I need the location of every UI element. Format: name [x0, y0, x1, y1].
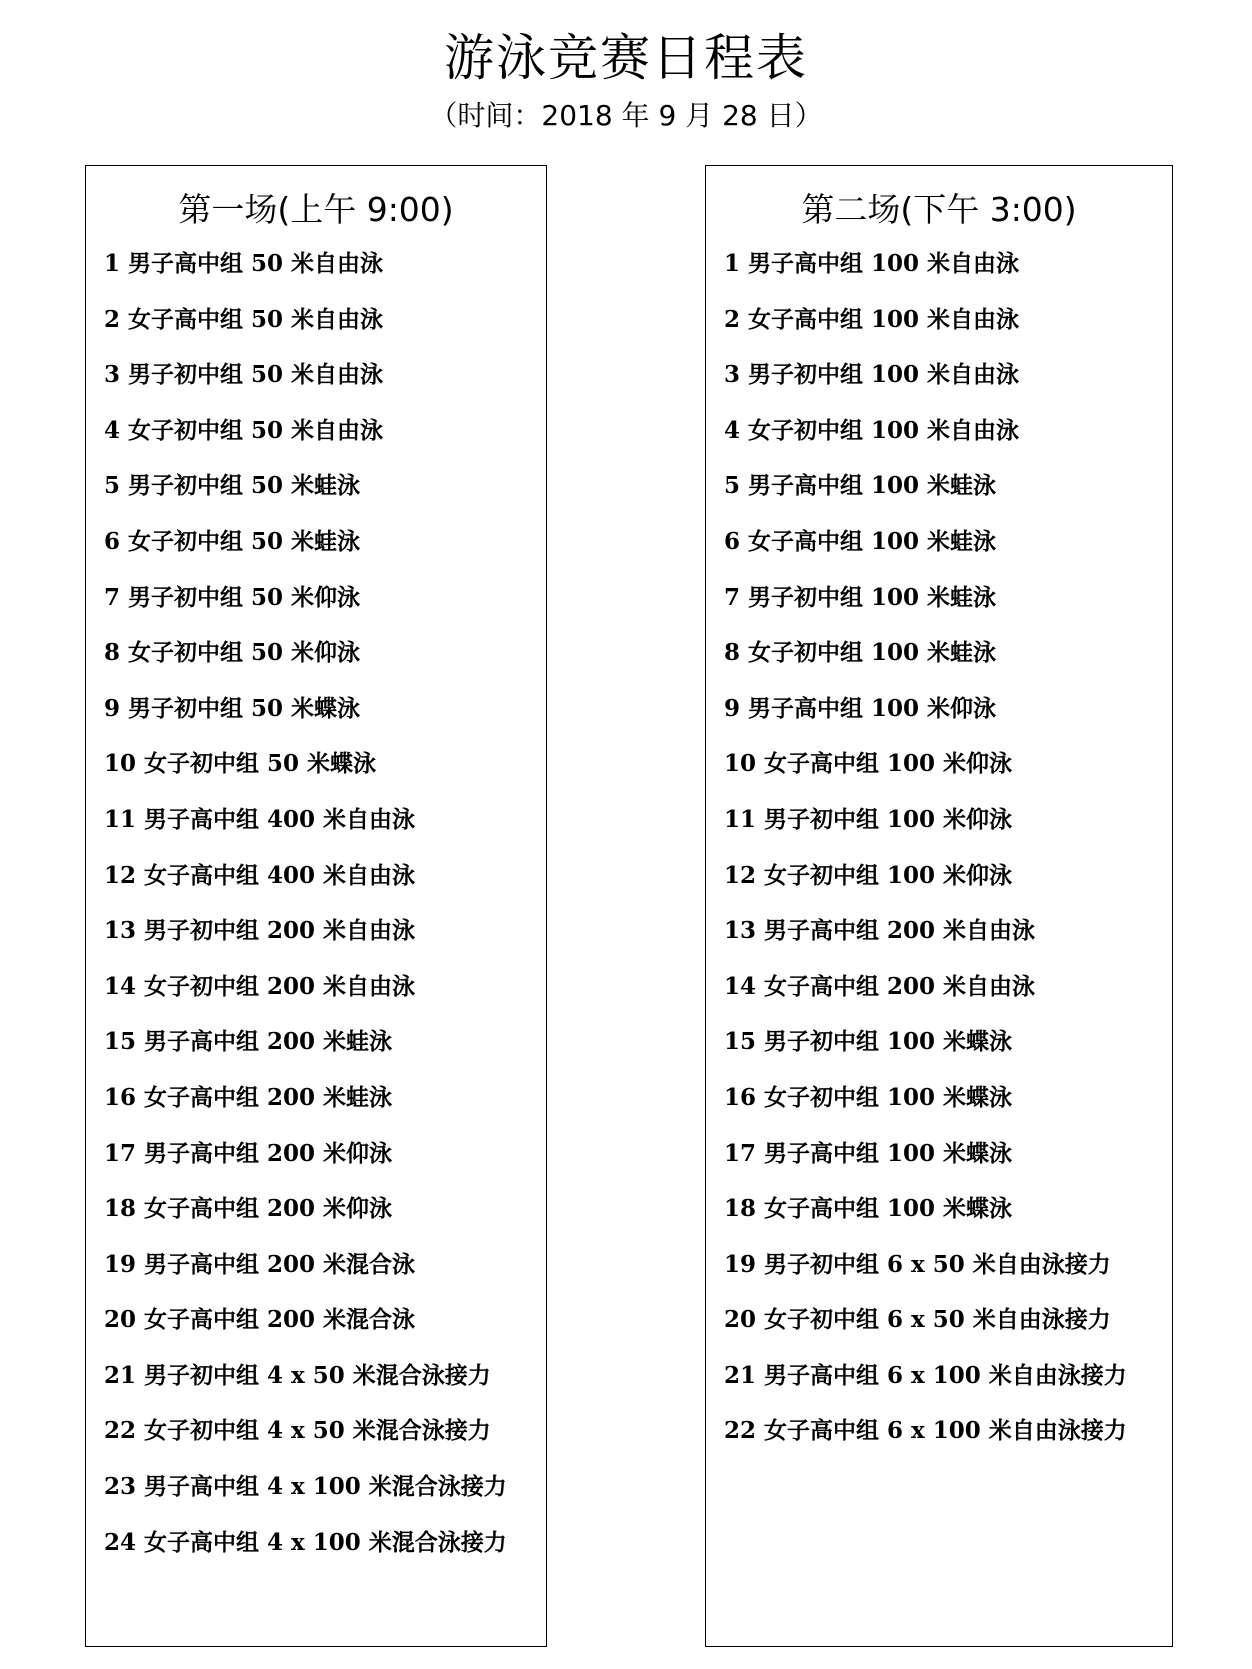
- event-item: 16 女子初中组 100 米蝶泳: [724, 1083, 1013, 1111]
- event-item: 7 男子初中组 50 米仰泳: [104, 583, 361, 611]
- page-subtitle-date: （时间：2018 年 9 月 28 日）: [429, 99, 823, 132]
- event-item: 22 女子初中组 4 x 50 米混合泳接力: [104, 1417, 491, 1445]
- page-title: 游泳竞赛日程表: [444, 29, 808, 87]
- event-item: 24 女子高中组 4 x 100 米混合泳接力: [104, 1528, 507, 1556]
- event-item: 21 男子初中组 4 x 50 米混合泳接力: [104, 1361, 491, 1389]
- event-item: 14 女子高中组 200 米自由泳: [724, 972, 1036, 1000]
- event-item: 20 女子高中组 200 米混合泳: [104, 1306, 416, 1334]
- event-item: 3 男子初中组 50 米自由泳: [104, 361, 384, 389]
- event-item: 10 女子初中组 50 米蝶泳: [104, 750, 377, 778]
- event-item: 1 男子高中组 50 米自由泳: [104, 250, 384, 277]
- event-item: 13 男子初中组 200 米自由泳: [104, 917, 416, 945]
- session-heading: 第一场(上午 9:00): [178, 190, 454, 229]
- event-item: 6 女子高中组 100 米蛙泳: [724, 527, 997, 555]
- event-item: 7 男子初中组 100 米蛙泳: [724, 583, 997, 611]
- event-item: 19 男子初中组 6 x 50 米自由泳接力: [724, 1250, 1111, 1278]
- session-panel-afternoon: [705, 165, 1173, 1647]
- event-item: 10 女子高中组 100 米仰泳: [724, 750, 1013, 778]
- event-item: 5 男子高中组 100 米蛙泳: [724, 472, 997, 500]
- event-item: 4 女子初中组 50 米自由泳: [104, 416, 384, 444]
- event-item: 6 女子初中组 50 米蛙泳: [104, 527, 361, 555]
- event-item: 17 男子高中组 100 米蝶泳: [724, 1139, 1013, 1167]
- event-list: [104, 244, 538, 1578]
- event-item: 11 男子高中组 400 米自由泳: [104, 805, 416, 833]
- event-item: 13 男子高中组 200 米自由泳: [724, 917, 1036, 945]
- event-item: 9 男子高中组 100 米仰泳: [724, 694, 997, 722]
- event-item: 21 男子高中组 6 x 100 米自由泳接力: [724, 1361, 1127, 1389]
- event-list: [724, 244, 1164, 1467]
- event-item: 5 男子初中组 50 米蛙泳: [104, 472, 361, 500]
- event-item: 18 女子高中组 200 米仰泳: [104, 1195, 393, 1223]
- event-item: 12 女子初中组 100 米仰泳: [724, 861, 1013, 889]
- event-item: 19 男子高中组 200 米混合泳: [104, 1250, 416, 1278]
- event-item: 23 男子高中组 4 x 100 米混合泳接力: [104, 1473, 507, 1501]
- event-item: 14 女子初中组 200 米自由泳: [104, 972, 416, 1000]
- event-item: 2 女子高中组 100 米自由泳: [724, 305, 1020, 333]
- event-item: 9 男子初中组 50 米蝶泳: [104, 694, 361, 722]
- event-item: 20 女子初中组 6 x 50 米自由泳接力: [724, 1306, 1111, 1334]
- event-item: 22 女子高中组 6 x 100 米自由泳接力: [724, 1417, 1127, 1445]
- event-item: 3 男子初中组 100 米自由泳: [724, 361, 1020, 389]
- event-item: 16 女子高中组 200 米蛙泳: [104, 1083, 393, 1111]
- event-item: 12 女子高中组 400 米自由泳: [104, 861, 416, 889]
- session-panel-morning: [85, 165, 547, 1647]
- event-item: 1 男子高中组 100 米自由泳: [724, 250, 1020, 277]
- event-item: 11 男子初中组 100 米仰泳: [724, 805, 1013, 833]
- event-item: 15 男子高中组 200 米蛙泳: [104, 1028, 393, 1056]
- event-item: 8 女子初中组 100 米蛙泳: [724, 639, 997, 667]
- event-item: 15 男子初中组 100 米蝶泳: [724, 1028, 1013, 1056]
- event-item: 17 男子高中组 200 米仰泳: [104, 1139, 393, 1167]
- event-item: 18 女子高中组 100 米蝶泳: [724, 1195, 1013, 1223]
- event-item: 8 女子初中组 50 米仰泳: [104, 639, 361, 667]
- event-item: 4 女子初中组 100 米自由泳: [724, 416, 1020, 444]
- event-item: 2 女子高中组 50 米自由泳: [104, 305, 384, 333]
- session-heading: 第二场(下午 3:00): [801, 190, 1077, 229]
